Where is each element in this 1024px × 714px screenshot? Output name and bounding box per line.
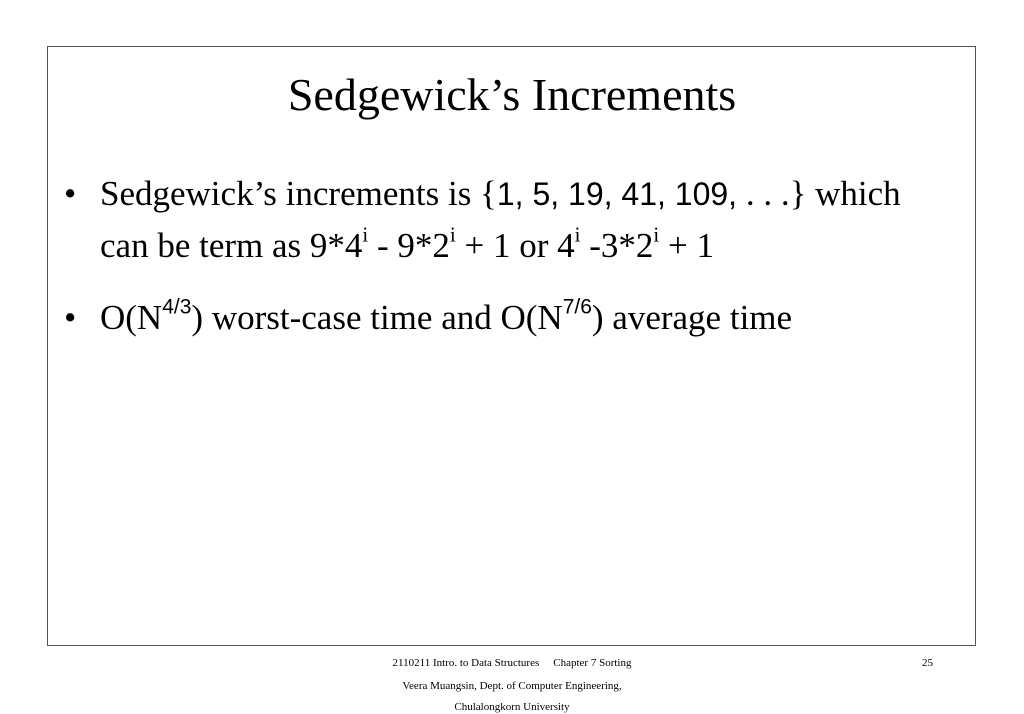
bullet-text-part: + 1 or 4 [455,226,575,265]
exponent: 4/3 [162,295,192,319]
footer-course: 2110211 Intro. to Data Structures [392,657,540,669]
exponent: i [449,222,456,247]
exponent: i [653,222,660,247]
bullet-marker: • [64,298,77,337]
bullet-text-part: ) worst-case time and O(N [191,298,563,337]
bullet-text-part: - 9*2 [368,226,450,265]
slide-title: Sedgewick’s Increments [287,69,737,120]
footer-course-line [0,657,1024,670]
page-number: 25 [922,657,933,669]
footer-chapter: Chapter 7 Sorting [553,657,632,669]
bullet-text-part: -3*2 [580,226,654,265]
footer-author: Veera Muangsin, Dept. of Computer Engineering, [402,680,622,692]
bullet-text-part: O(N [100,298,163,337]
exponent: i [362,222,369,247]
bullet-text-part: Sedgewick’s increments is { [100,174,497,213]
bullet-list [62,168,942,364]
exponent: 7/6 [562,295,592,319]
bullet-increments [62,168,942,272]
bullet-text-part: . . .} which can be term as 9*4 [100,174,901,265]
bullet-text-part: ) average time [591,298,793,337]
increment-sequence: 1, 5, 19, 41, 109, [496,176,738,212]
footer-university: Chulalongkorn University [454,701,570,713]
bullet-complexity [62,292,942,344]
bullet-text-part: + 1 [659,226,714,265]
exponent: i [574,222,581,247]
bullet-marker: • [64,174,77,213]
